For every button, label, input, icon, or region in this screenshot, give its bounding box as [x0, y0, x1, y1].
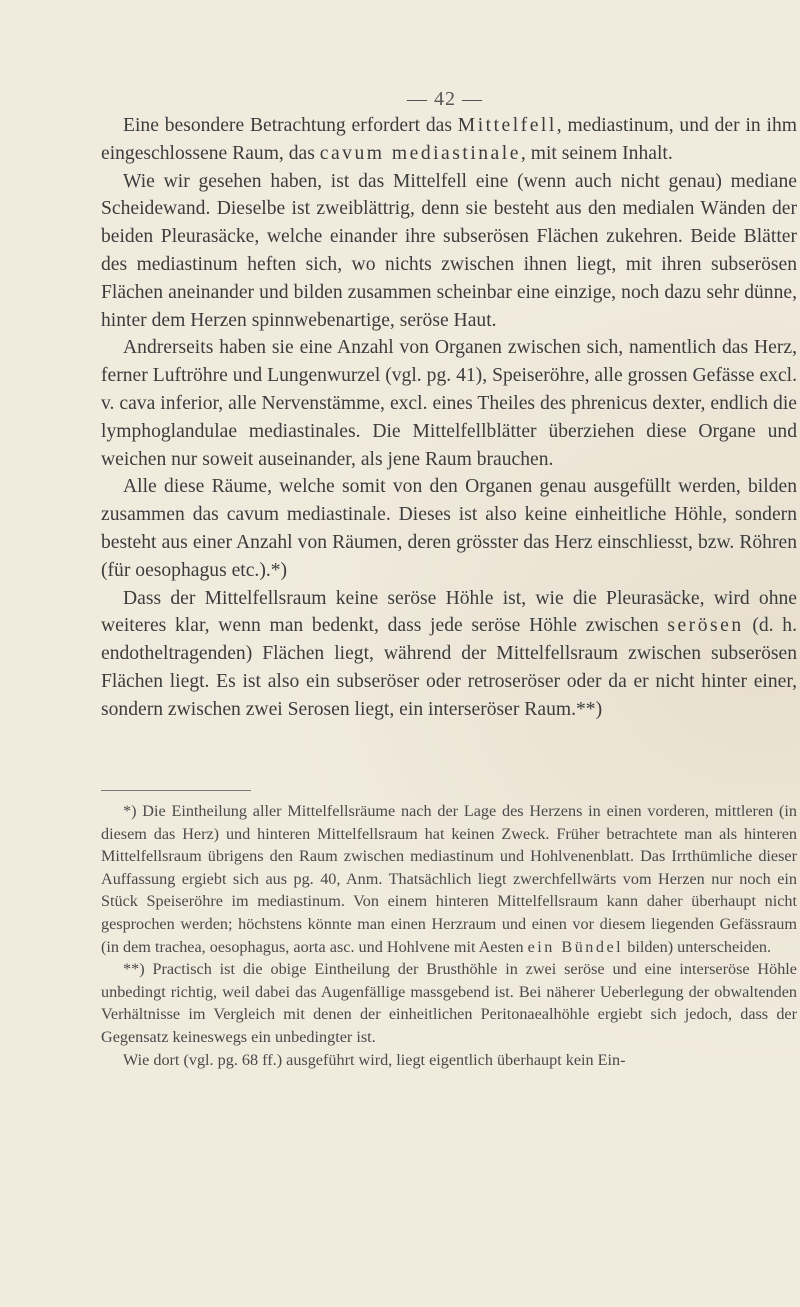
paragraph-1-middle: , mediastinum, und der in ihm eingeschlossene Raum, das — [101, 115, 797, 164]
term-cavum-mediastinale: cavum mediastinale — [319, 142, 521, 164]
footnote-1 — [101, 800, 797, 958]
footnote-2-continuation: Wie dort (vgl. pg. 68 ff.) ausgeführt wird, liegt eigentlich überhaupt kein Ein- — [123, 1050, 626, 1069]
term-mittelfell: Mittelfell — [457, 115, 557, 136]
paragraph-1 — [101, 112, 797, 168]
page-number: — 42 — — [407, 88, 483, 110]
paragraph-2: Wie wir gesehen haben, ist das Mittelfell eine (wenn auch nicht genau) mediane Scheidewand. Dieselbe ist zweiblättrig, denn sie besteht aus den medialen Wänden der beiden Pleurasäcke, welche einander ihre subserösen Flächen zukehren. Beide Blätter des mediastinum heften sich, wo nichts zwischen ihnen liegt, mit ihren subserösen Flächen aneinander und bilden zusammen scheinbar eine einzige, noch dazu sehr dünne, hinter dem Herzen spinnwebenartige, seröse Haut. — [101, 170, 797, 331]
footnote-1-spaced-term: ein Bündel — [527, 937, 624, 956]
footnote-1-text: *) Die Eintheilung aller Mittelfellsräume nach der Lage des Herzens in einen vorderen, mittleren (in diesem das Herz) und hinteren Mittelfellsraum hat keinen Zweck. Früher betrachtete man als hinteren Mittelfellsraum übrigens den Raum zwischen mediastinum und Hohlvenenblatt. Das Irrthümliche dieser Auffassung ergiebt sich aus pg. 40, Anm. Thatsächlich liegt zwerchfellwärts vom Herzen nur noch ein Stück Speiseröhre im mediastinum. Von einem hinteren Mittelfellsraum kann daher überhaupt nicht gesprochen werden; höchstens könnte man einen Herzraum und einen vor diesem liegenden Gefässraum (in dem trachea, oesophagus, aorta asc. und Hohlvene mit Aesten — [101, 802, 797, 956]
paragraph-1-tail: , mit seinem Inhalt. — [520, 142, 673, 164]
footnote-2: **) Practisch ist die obige Eintheilung der Brusthöhle in zwei seröse und eine interseröse Höhle unbedingt richtig, weil dabei das Augenfällige massgebend ist. Bei näherer Ueberlegung der obwaltenden Verhältnisse im Vergleich mit denen der einheitlichen Peritonaealhöhle ergiebt sich jedoch, dass der Gegensatz keineswegs ein unbedingter ist. — [101, 960, 797, 1046]
paragraph-5-tail: (d. h. endotheltragenden) Flächen liegt, während der Mittelfellsraum zwischen subserösen Flächen liegt. Es ist also ein subseröser oder retroseröser oder da er nicht hinter einer, sondern zwischen zwei Serosen liegt, ein interseröser Raum.**) — [101, 615, 797, 720]
paragraph-5 — [101, 585, 797, 724]
paragraph-5-lead: Dass der Mittelfellsraum keine seröse Höhle ist, wie die Pleurasäcke, wird ohne weiteres klar, wenn man bedenkt, dass jede seröse Höhle zwischen — [101, 587, 797, 637]
main-text — [101, 112, 797, 724]
footnote-divider — [101, 790, 251, 791]
footnotes — [101, 800, 797, 1071]
paragraph-3: Andrerseits haben sie eine Anzahl von Organen zwischen sich, namentlich das Herz, ferner Luftröhre und Lungenwurzel (vgl. pg. 41), Speiseröhre, alle grossen Gefässe excl. v. cava inferior, alle Nervenstämme, excl. eines Theiles des phrenicus dexter, endlich die lymphoglandulae mediastinales. Die Mittelfellblätter überziehen diese Organe und weichen nur soweit auseinander, als jene Raum brauchen. — [101, 337, 797, 470]
paragraph-4: Alle diese Räume, welche somit von den Organen genau ausgefüllt werden, bilden zusammen das cavum mediastinale. Dieses ist also keine einheitliche Höhle, sondern besteht aus einer Anzahl von Räumen, deren grösster das Herz einschliesst, bzw. Röhren (für oesophagus etc.).*) — [101, 476, 797, 581]
paragraph-1-lead: Eine besondere Betrachtung erfordert das — [123, 115, 458, 136]
footnote-1-tail: bilden) unterscheiden. — [623, 937, 772, 956]
term-seroesen: serösen — [667, 615, 744, 637]
